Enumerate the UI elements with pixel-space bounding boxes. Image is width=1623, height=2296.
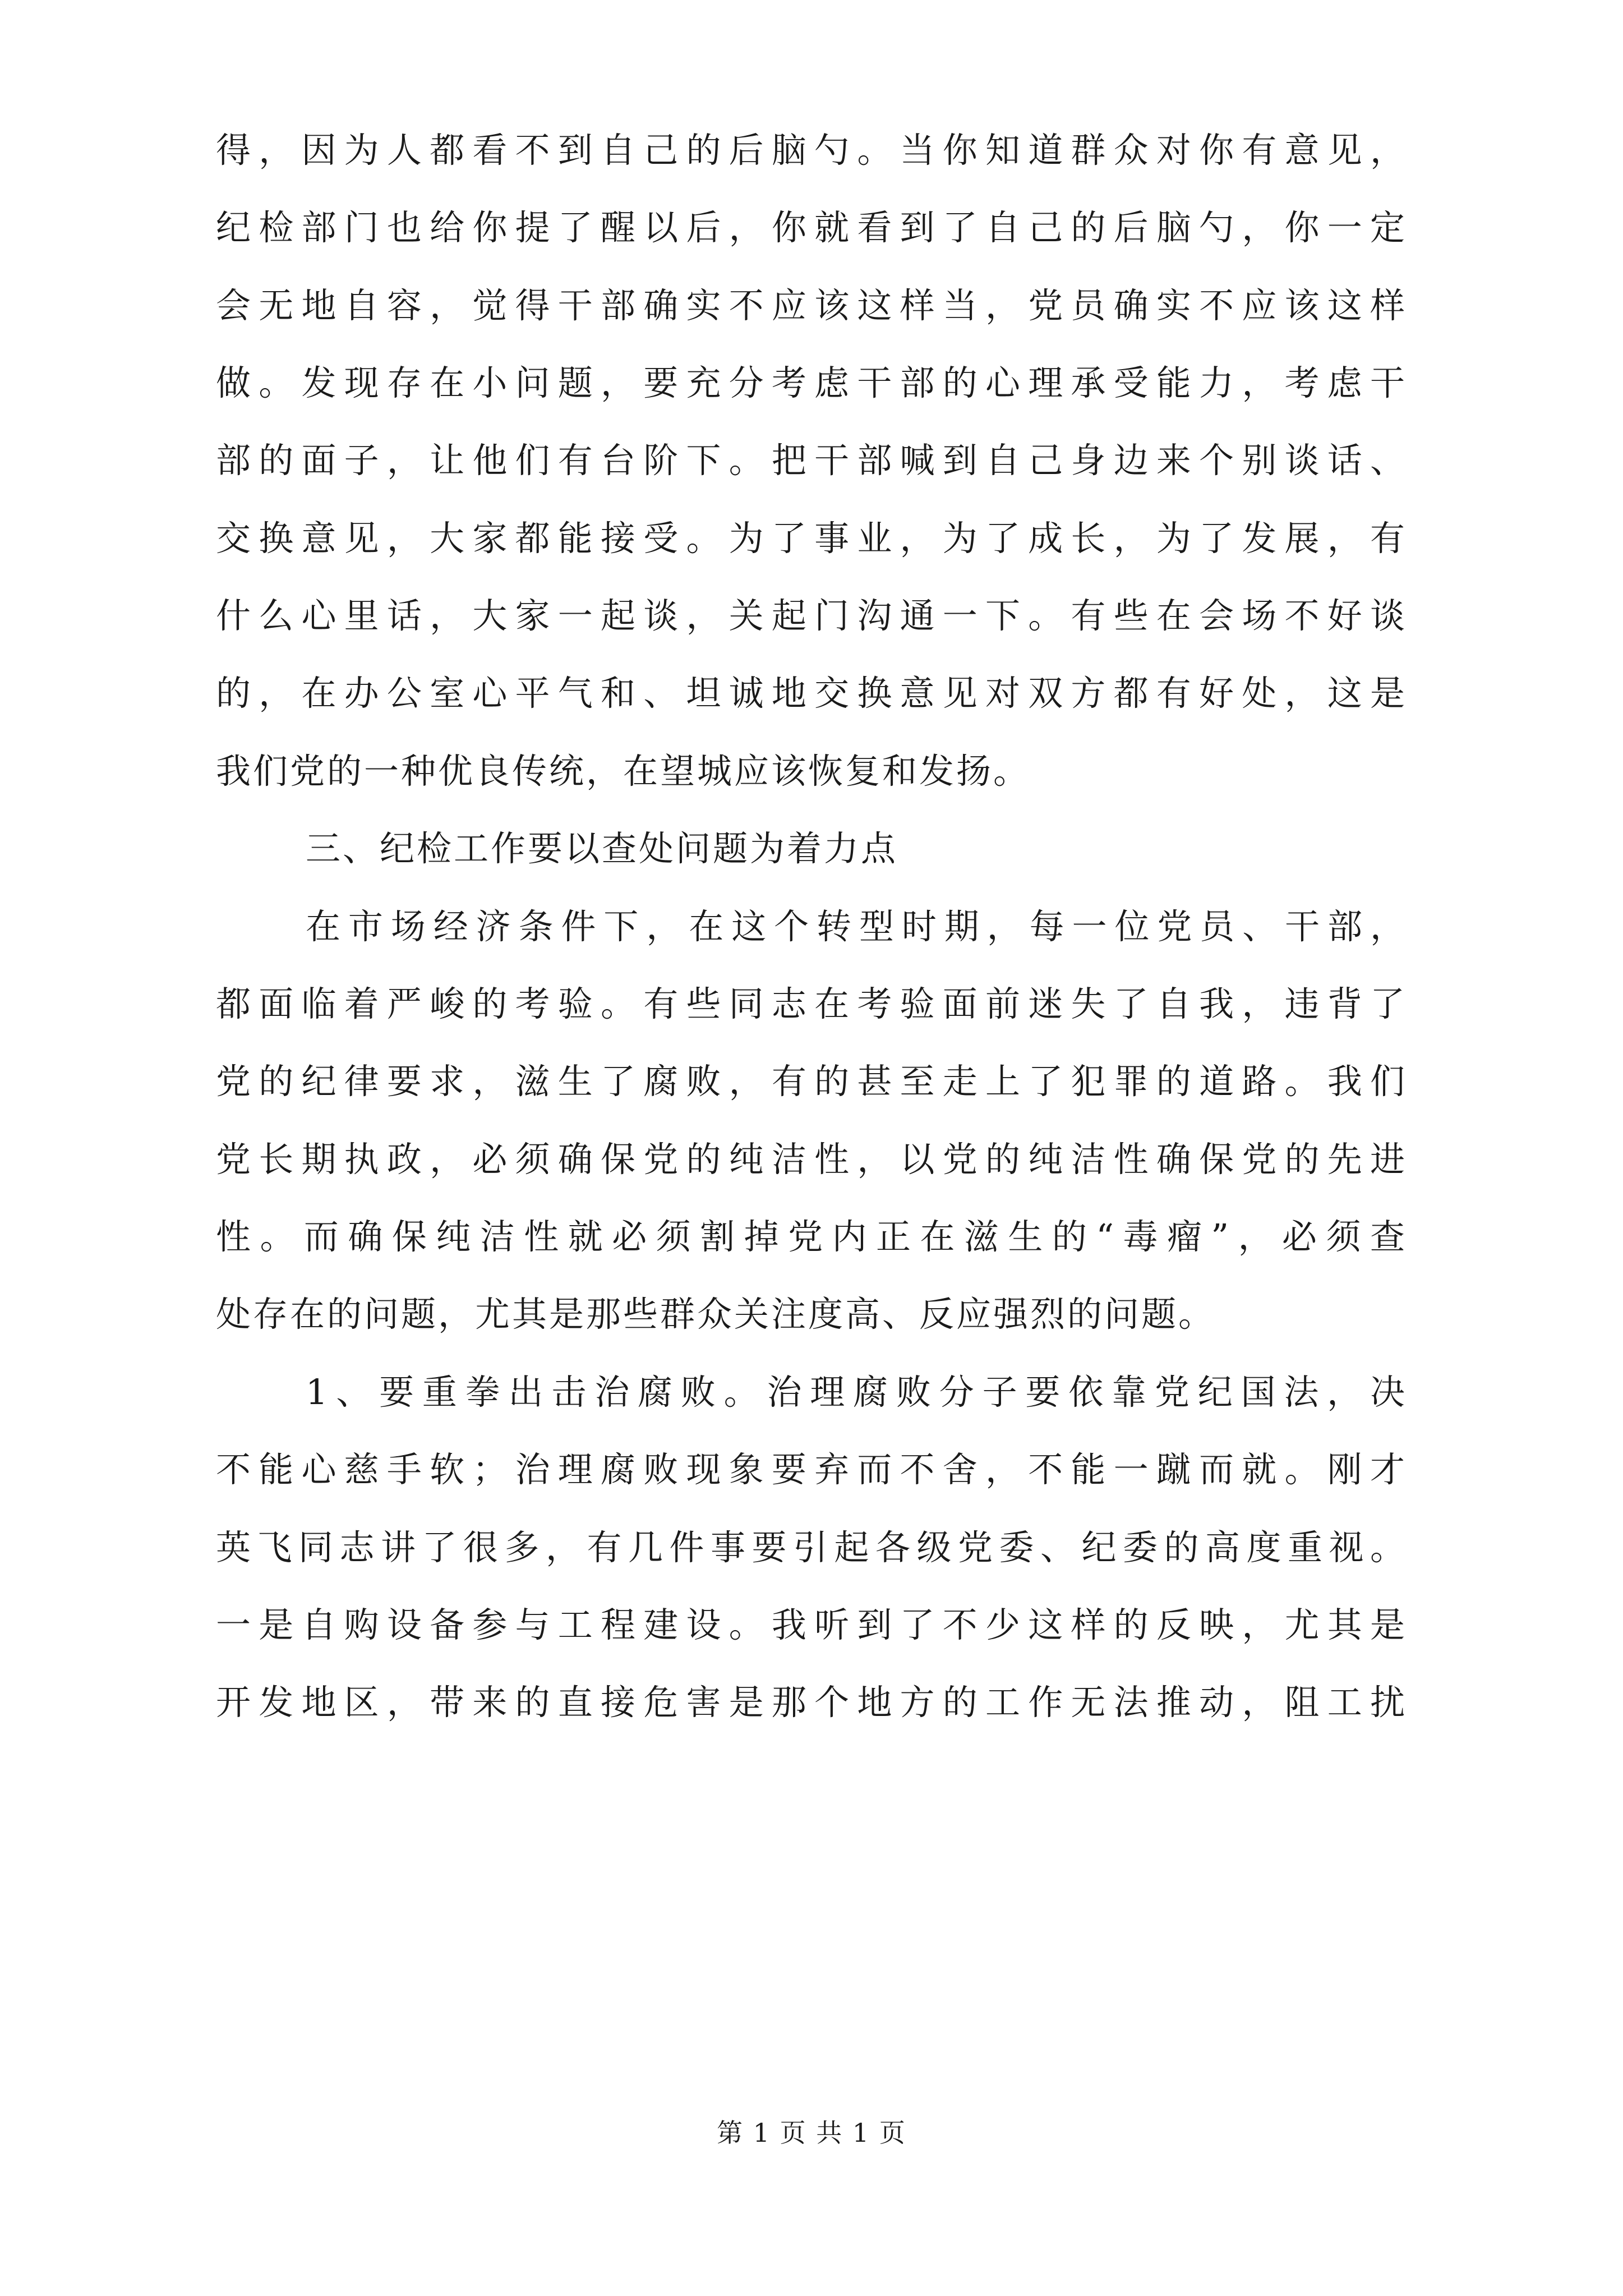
paragraph-line: 开发地区，带来的直接危害是那个地方的工作无法推动，阻工扰 <box>216 1682 1407 1723</box>
paragraph-line: 的，在办公室心平气和、坦诚地交换意见对双方都有好处，这是 <box>216 673 1407 714</box>
paragraph-line: 我们党的一种优良传统，在望城应该恢复和发扬。 <box>216 751 1031 792</box>
page-footer: 第 1 页 共 1 页 <box>717 2118 906 2148</box>
paragraph-line: 会无地自容，觉得干部确实不应该这样当，党员确实不应该这样 <box>216 285 1407 326</box>
section-heading: 三、纪检工作要以查处问题为着力点 <box>306 828 898 869</box>
paragraph-line: 在市场经济条件下，在这个转型时期，每一位党员、干部， <box>306 906 1407 947</box>
paragraph-line: 党长期执政，必须确保党的纯洁性，以党的纯洁性确保党的先进 <box>216 1139 1407 1180</box>
paragraph-line: 一是自购设备参与工程建设。我听到了不少这样的反映，尤其是 <box>216 1604 1407 1645</box>
paragraph-line: 得，因为人都看不到自己的后脑勺。当你知道群众对你有意见， <box>216 130 1407 171</box>
paragraph-line: 处存在的问题，尤其是那些群众关注度高、反应强烈的问题。 <box>216 1294 1216 1335</box>
paragraph-line: 1、要重拳出击治腐败。治理腐败分子要依靠党纪国法，决 <box>306 1372 1407 1412</box>
paragraph-line: 党的纪律要求，滋生了腐败，有的甚至走上了犯罪的道路。我们 <box>216 1061 1407 1102</box>
paragraph-line: 都面临着严峻的考验。有些同志在考验面前迷失了自我，违背了 <box>216 983 1407 1024</box>
paragraph-line: 不能心慈手软；治理腐败现象要弃而不舍，不能一蹴而就。刚才 <box>216 1449 1407 1490</box>
paragraph-line: 部的面子，让他们有台阶下。把干部喊到自己身边来个别谈话、 <box>216 440 1407 481</box>
paragraph-line: 做。发现存在小问题，要充分考虑干部的心理承受能力，考虑干 <box>216 362 1407 403</box>
paragraph-line: 交换意见，大家都能接受。为了事业，为了成长，为了发展，有 <box>216 518 1407 559</box>
paragraph-line: 什么心里话，大家一起谈，关起门沟通一下。有些在会场不好谈 <box>216 595 1407 636</box>
paragraph-line: 性。而确保纯洁性就必须割掉党内正在滋生的“毒瘤”，必须查 <box>216 1216 1407 1257</box>
paragraph-line: 纪检部门也给你提了醒以后，你就看到了自己的后脑勺，你一定 <box>216 207 1407 248</box>
paragraph-line: 英飞同志讲了很多，有几件事要引起各级党委、纪委的高度重视。 <box>216 1527 1407 1568</box>
